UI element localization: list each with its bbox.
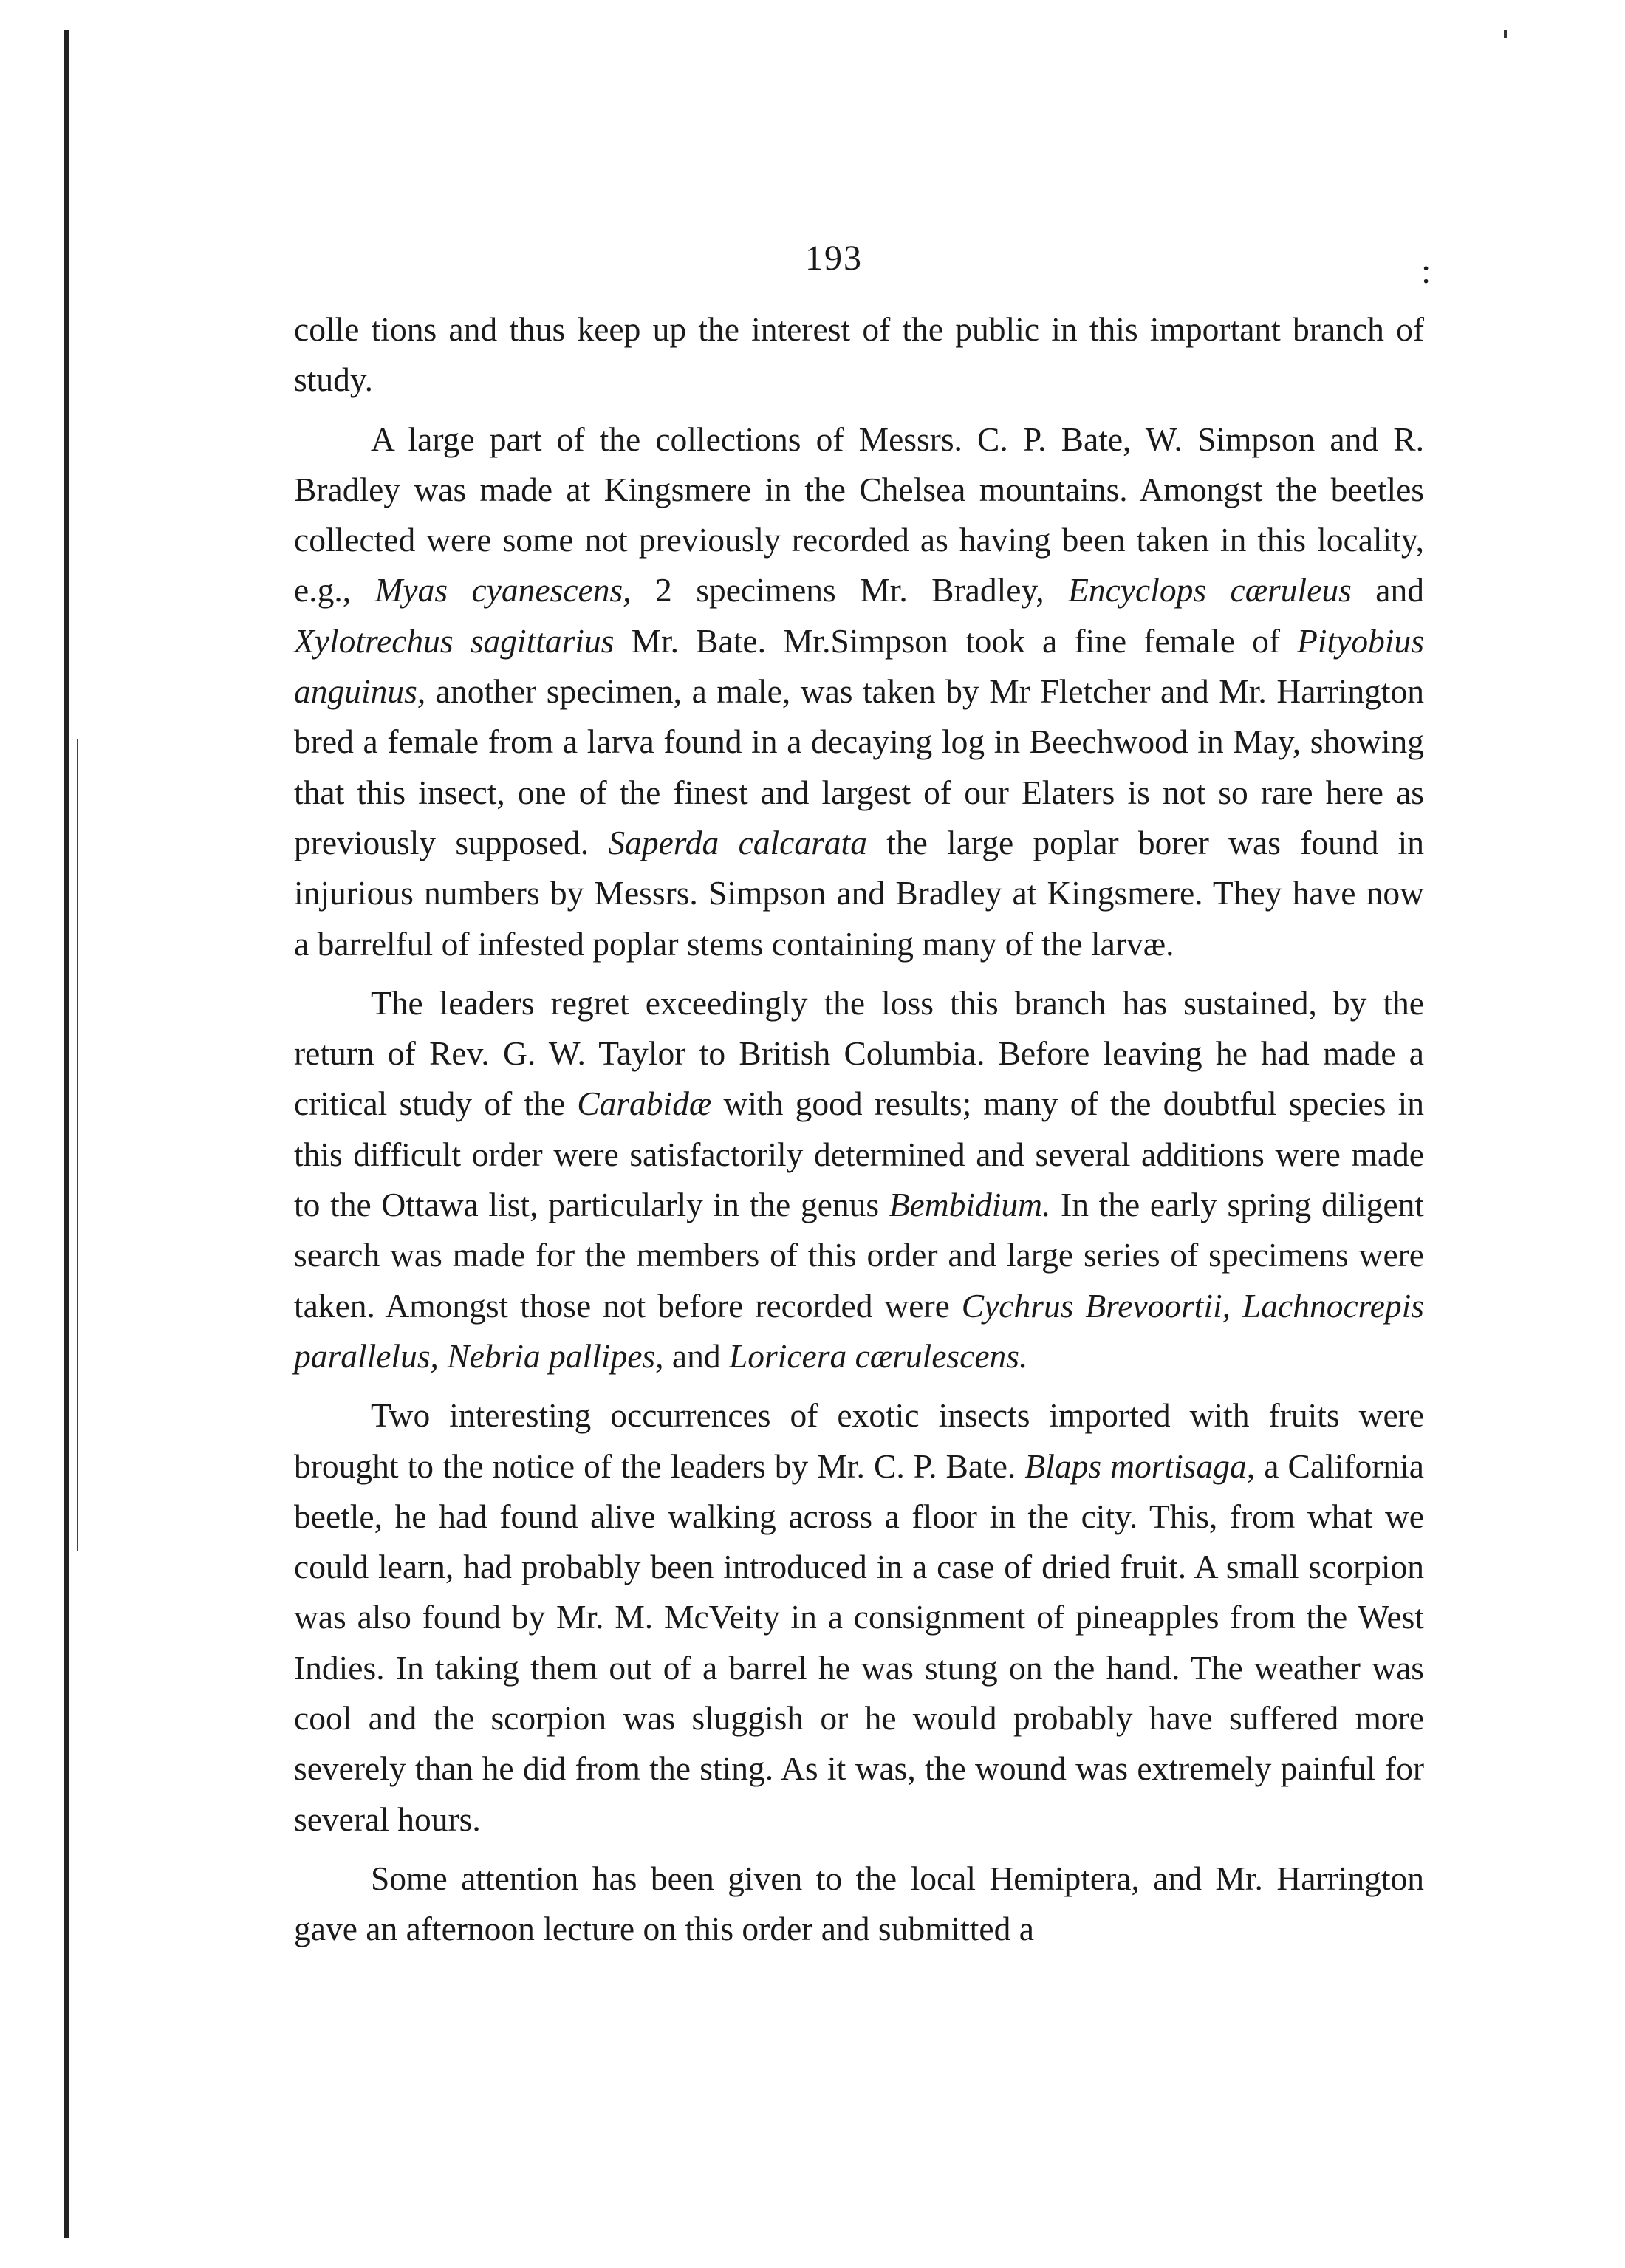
text-run: and [663,1336,729,1375]
text-run: with good results; many of the doubtful species in this difficult order were satisfactorily determined and several additions were made to the Ottawa list, particularly in the genus [294,1085,1424,1224]
italic-taxon-name: Blaps mortisaga, [1024,1446,1256,1485]
italic-taxon-name: Saperda calcarata [608,823,867,861]
page-binding-shadow [77,739,78,1551]
text-run: 2 specimens Mr. Bradley, [631,571,1069,609]
italic-taxon-name: Pityobius anguinus, [294,621,1424,711]
body-paragraph [294,414,1424,969]
italic-taxon-name: Carabidæ [577,1085,712,1123]
body-paragraph [294,1854,1424,1955]
page-binding-edge [64,30,69,2238]
page-body-text [294,304,1424,1955]
text-run: another specimen, a male, was taken by Mr Fletcher and Mr. Harrington bred a female from a larva found in a decaying log in Beechwood in May, showing that this insect, one of the finest and largest of our Elaters is not so rare here as previously supposed. [294,672,1424,861]
text-run: and [1351,571,1424,609]
italic-taxon-name: Myas cyanescens, [374,571,632,609]
text-run: Two interesting occurrences of exotic insects imported with fruits were brought to the notice of the leaders by Mr. C. P. Bate. [294,1396,1424,1485]
italic-taxon-name: Xylotrechus sagittarius [294,621,615,660]
text-run: A large part of the collections of Messrs. C. P. Bate, W. Simpson and R. Bradley was made at Kingsmere in the Chelsea mountains. Amongst the beetles collected were some not previously recorded as having been taken in this locality, e.g., [294,420,1424,609]
body-paragraph [294,304,1424,406]
text-run: a California beetle, he had found alive walking across a floor in the city. This, from what we could learn, had probably been introduced in a case of dried fruit. A small scorpion was also found by Mr. M. McVeity in a consignment of pineapples from the West Indies. In taking them out of a barrel he was stung on the hand. The weather was cool and the scorpion was sluggish or he would probably have suffered more severely than he did from the sting. As it was, the wound was extremely painful for several hours. [294,1446,1424,1838]
scan-speck [1504,30,1507,38]
body-paragraph [294,978,1424,1381]
italic-taxon-name: Bembidium. [889,1186,1051,1224]
text-run: Some attention has been given to the local Hemiptera, and Mr. Harrington gave an afternoon lecture on this order and submitted a [294,1859,1424,1948]
text-run: The leaders regret exceedingly the loss this branch has sustained, by the return of Rev. G. W. Taylor to British Columbia. Before leaving he had made a critical study of the [294,983,1424,1123]
italic-taxon-name: Loricera cærulescens. [728,1336,1028,1375]
text-run: In the early spring diligent search was made for the members of this order and large series of specimens were taken. Amongst those not before recorded were [294,1186,1424,1325]
italic-taxon-name: Encyclops cæruleus [1068,571,1352,609]
margin-mark: : [1421,252,1431,291]
body-paragraph [294,1390,1424,1845]
page-number: 193 [805,239,863,278]
italic-taxon-name: Cychrus Brevoortii, Lachnocrepis parallelus, Nebria pallipes, [294,1286,1424,1375]
text-run: the large poplar borer was found in injurious numbers by Messrs. Simpson and Bradley at Kingsmere. They have now a barrelful of infested poplar stems containing many of the larvæ. [294,823,1424,963]
text-run: colle tions and thus keep up the interest of the public in this important branch of study. [294,310,1424,399]
text-run: Mr. Bate. Mr.Simpson took a fine female of [614,621,1298,660]
